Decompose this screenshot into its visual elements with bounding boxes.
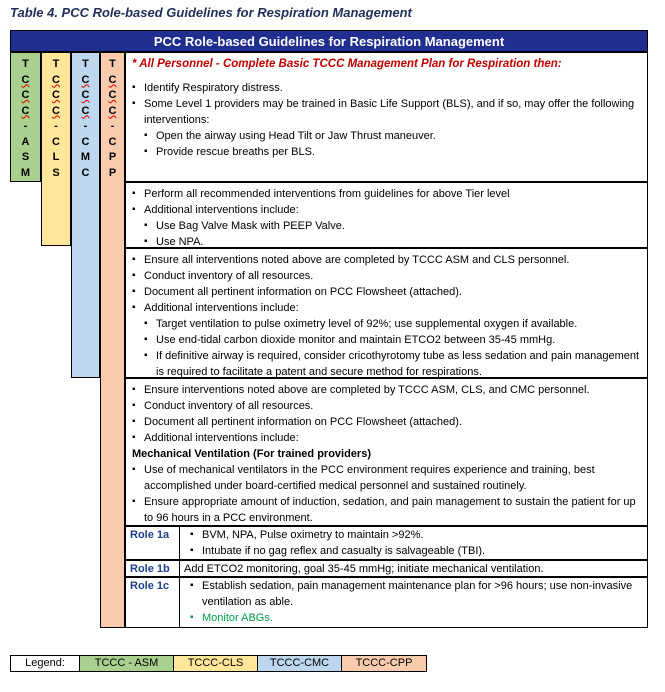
list-item: ▪ Ensure all interventions noted above are completed by TCCC ASM and CLS personnel. [126, 252, 647, 268]
section-all-personnel [125, 52, 648, 182]
list-item: ▪ Use of mechanical ventilators in the PCC environment requires experience and training, best accomplished under board-certified medical personnel and sustained routinely. [126, 462, 647, 494]
column-label-cls: T C C C - C L S [52, 58, 60, 179]
section-cpp [125, 378, 648, 526]
role-label: Role 1a [126, 527, 180, 559]
list-item: ▪ BVM, NPA, Pulse oximetry to maintain >92%. [184, 527, 647, 543]
legend-swatch-asm: TCCC - ASM [80, 656, 174, 671]
column-tccc-asm [10, 52, 41, 182]
monitor-abgs-item: ▪ Monitor ABGs. [184, 610, 647, 626]
list-item: ▪ Identify Respiratory distress. [126, 80, 647, 96]
column-label-cpp: T C C C - C P P [108, 58, 117, 179]
list-item: ▪ Some Level 1 providers may be trained in Basic Life Support (BLS), and if so, may offer the following interventions: [126, 96, 647, 128]
list-item: ▪ Document all pertinent information on PCC Flowsheet (attached). [126, 284, 647, 300]
list-item: ▪ Conduct inventory of all resources. [126, 398, 647, 414]
role-1c-row [125, 577, 648, 628]
legend-swatch-cpp: TCCC-CPP [342, 656, 426, 671]
legend-swatch-cmc: TCCC-CMC [258, 656, 342, 671]
list-item: ▪ Additional interventions include: [126, 430, 647, 446]
column-label-asm: T C C C - A S M [20, 58, 31, 179]
legend-title: Legend: [11, 656, 80, 671]
column-tccc-cls [41, 52, 71, 246]
all-personnel-instruction: * All Personnel - Complete Basic TCCC Management Plan for Respiration then: [132, 58, 562, 70]
list-item: ▪ Conduct inventory of all resources. [126, 268, 647, 284]
list-item: ▪ Ensure interventions noted above are completed by TCCC ASM, CLS, and CMC personnel. [126, 382, 647, 398]
column-tccc-cmc [71, 52, 100, 378]
role-1b-text: Add ETCO2 monitoring, goal 35-45 mmHg; initiate mechanical ventilation. [184, 563, 544, 575]
list-item: ▪ Use end-tidal carbon dioxide monitor and maintain ETCO2 between 35-45 mmHg. [126, 332, 647, 348]
table-header: PCC Role-based Guidelines for Respiration Management [10, 30, 648, 52]
section-cmc [125, 248, 648, 378]
list-item: ▪ Provide rescue breaths per BLS. [126, 144, 647, 160]
column-label-cmc: T C C C - C M C [80, 58, 91, 179]
table-caption: Table 4. PCC Role-based Guidelines for Respiration Management [10, 5, 412, 20]
role-label: Role 1b [126, 561, 180, 576]
list-item: ▪ Perform all recommended interventions from guidelines for above Tier level [126, 186, 647, 202]
list-item: ▪ Additional interventions include: [126, 300, 647, 316]
column-tccc-cpp [100, 52, 125, 628]
list-item: ▪ Use NPA. [126, 234, 647, 250]
role-label: Role 1c [126, 578, 180, 627]
legend-swatch-cls: TCCC-CLS [174, 656, 258, 671]
list-item: ▪ Establish sedation, pain management maintenance plan for >96 hours; use non-invasive ventilation as able. [184, 578, 647, 610]
list-item: ▪ Open the airway using Head Tilt or Jaw Thrust maneuver. [126, 128, 647, 144]
list-item: ▪ Document all pertinent information on PCC Flowsheet (attached). [126, 414, 647, 430]
list-item: ▪ Additional interventions include: [126, 202, 647, 218]
section-cls [125, 182, 648, 248]
mechanical-ventilation-heading: Mechanical Ventilation (For trained providers) [132, 448, 371, 460]
role-1b-row [125, 560, 648, 577]
legend [10, 655, 427, 672]
list-item: ▪ Ensure appropriate amount of induction, sedation, and pain management to sustain the patient for up to 96 hours in a PCC environment. [126, 494, 647, 526]
role-1a-row [125, 526, 648, 560]
list-item: ▪ If definitive airway is required, consider cricothyrotomy tube as less sedation and pain management is required to facilitate a patent and secure method for respirations. [126, 348, 647, 380]
list-item: ▪ Intubate if no gag reflex and casualty is salvageable (TBI). [184, 543, 647, 559]
list-item: ▪ Target ventilation to pulse oximetry level of 92%; use supplemental oxygen if available. [126, 316, 647, 332]
list-item: ▪ Use Bag Valve Mask with PEEP Valve. [126, 218, 647, 234]
